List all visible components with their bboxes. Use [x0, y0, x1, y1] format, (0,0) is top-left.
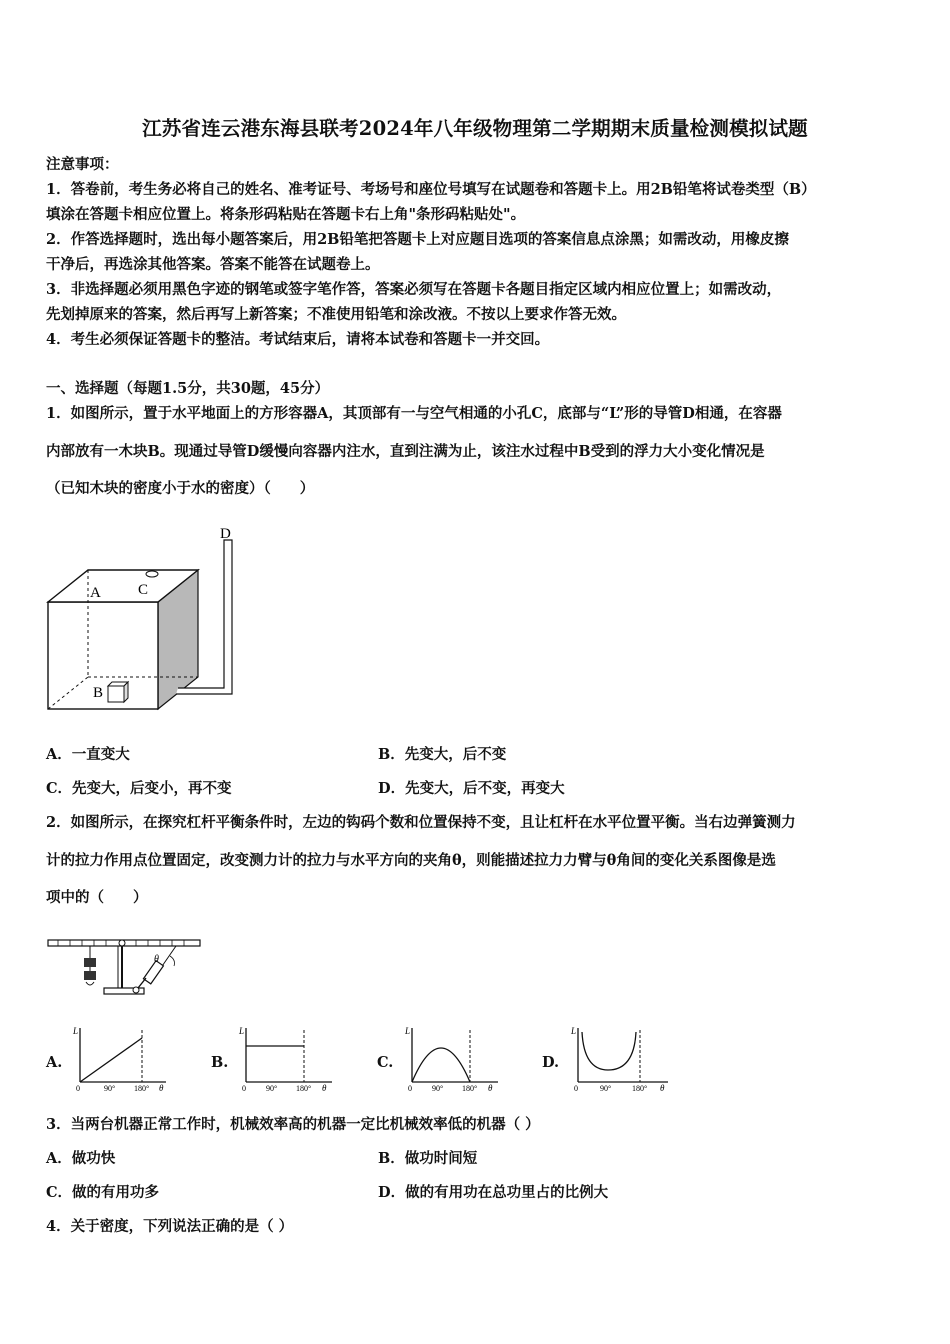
axis-y-label: L	[73, 1026, 79, 1036]
notice-line: 4．考生必须保证答题卡的整洁。考试结束后，请将本试卷和答题卡一并交回。	[46, 331, 550, 348]
axis-var: θ	[488, 1083, 493, 1093]
axis-origin: 0	[408, 1084, 412, 1093]
page-title: 江苏省连云港东海县联考2024年八年级物理第二学期期末质量检测模拟试题	[142, 117, 808, 140]
axis-origin: 0	[76, 1084, 80, 1093]
axis-mid: 90°	[432, 1084, 444, 1093]
q1-stem-line: （已知木块的密度小于水的密度）（ ）	[46, 480, 315, 497]
axis-y-label: L	[571, 1026, 577, 1036]
axis-mid: 90°	[266, 1084, 278, 1093]
q2-lever-figure	[46, 930, 206, 1000]
notice-line: 2．作答选择题时，选出每小题答案后，用2B铅笔把答题卡上对应题目选项的答案信息点涂黑；如需改动，用橡皮擦	[46, 231, 789, 248]
theta-label: θ	[154, 954, 159, 965]
axis-origin: 0	[242, 1084, 246, 1093]
q2-graph-b[interactable]	[236, 1024, 336, 1094]
q1-option-d[interactable]: D．先变大，后不变，再变大	[378, 780, 565, 797]
label-d: D	[220, 526, 231, 542]
q1-container-figure	[40, 520, 250, 720]
notice-line: 干净后，再选涂其他答案。答案不能答在试题卷上。	[46, 256, 380, 273]
q3-option-a[interactable]: A．做功快	[46, 1150, 116, 1167]
q2-graph-a[interactable]	[70, 1024, 170, 1094]
notice-line: 1．答卷前，考生务必将自己的姓名、准考证号、考场号和座位号填写在试题卷和答题卡上。用2B铅笔将试卷类型（B）	[46, 181, 816, 198]
notice-heading: 注意事项：	[46, 156, 119, 173]
axis-var: θ	[322, 1083, 327, 1093]
q1-option-c[interactable]: C．先变大，后变小，再不变	[46, 780, 232, 797]
q3-option-b[interactable]: B．做功时间短	[378, 1150, 478, 1167]
label-c: C	[138, 582, 149, 598]
axis-end: 180°	[134, 1084, 150, 1093]
q1-option-a[interactable]: A．一直变大	[46, 746, 130, 763]
q1-stem-line: 内部放有一木块B。现通过导管D缓慢向容器内注水，直到注满为止，该注水过程中B受到的浮力大小变化情况是	[46, 443, 765, 460]
q2-option-d[interactable]: D.	[542, 1054, 560, 1071]
notice-line: 3．非选择题必须用黑色字迹的钢笔或签字笔作答，答案必须写在答题卡各题目指定区域内相应位置上；如需改动，	[46, 281, 782, 298]
q1-stem-line: 1．如图所示，置于水平地面上的方形容器A，其顶部有一与空气相通的小孔C，底部与“L”形的导管D相通，在容器	[46, 405, 782, 422]
label-b: B	[93, 685, 104, 701]
q2-option-c[interactable]: C.	[377, 1054, 394, 1071]
section-heading: 一、选择题（每题1.5分，共30题，45分）	[46, 380, 330, 397]
axis-y-label: L	[239, 1026, 245, 1036]
q2-option-a[interactable]: A.	[46, 1054, 63, 1071]
axis-origin: 0	[574, 1084, 578, 1093]
axis-mid: 90°	[104, 1084, 116, 1093]
q2-graph-d[interactable]	[568, 1024, 672, 1094]
q2-graph-c[interactable]	[402, 1024, 502, 1094]
q2-stem-line: 计的拉力作用点位置固定，改变测力计的拉力与水平方向的夹角θ，则能描述拉力力臂与θ角间的变化关系图像是选	[46, 852, 776, 869]
axis-var: θ	[660, 1083, 665, 1093]
notice-line: 先划掉原来的答案，然后再写上新答案；不准使用铅笔和涂改液。不按以上要求作答无效。	[46, 306, 626, 323]
axis-end: 180°	[632, 1084, 648, 1093]
q3-option-c[interactable]: C．做的有用功多	[46, 1184, 160, 1201]
q2-stem-line: 项中的（ ）	[46, 889, 148, 906]
axis-end: 180°	[462, 1084, 478, 1093]
q2-option-b[interactable]: B.	[211, 1054, 229, 1071]
notice-line: 填涂在答题卡相应位置上。将条形码粘贴在答题卡右上角"条形码粘贴处"。	[46, 206, 526, 223]
q3-option-d[interactable]: D．做的有用功在总功里占的比例大	[378, 1184, 609, 1201]
q4-stem: 4．关于密度，下列说法正确的是（ ）	[46, 1218, 294, 1235]
axis-y-label: L	[405, 1026, 411, 1036]
q1-option-b[interactable]: B．先变大，后不变	[378, 746, 507, 763]
axis-end: 180°	[296, 1084, 312, 1093]
axis-mid: 90°	[600, 1084, 612, 1093]
q2-stem-line: 2．如图所示，在探究杠杆平衡条件时，左边的钩码个数和位置保持不变，且让杠杆在水平位置平衡。当右边弹簧测力	[46, 814, 796, 831]
q3-stem: 3．当两台机器正常工作时，机械效率高的机器一定比机械效率低的机器（ ）	[46, 1116, 540, 1133]
axis-var: θ	[159, 1083, 164, 1093]
label-a: A	[90, 585, 101, 601]
